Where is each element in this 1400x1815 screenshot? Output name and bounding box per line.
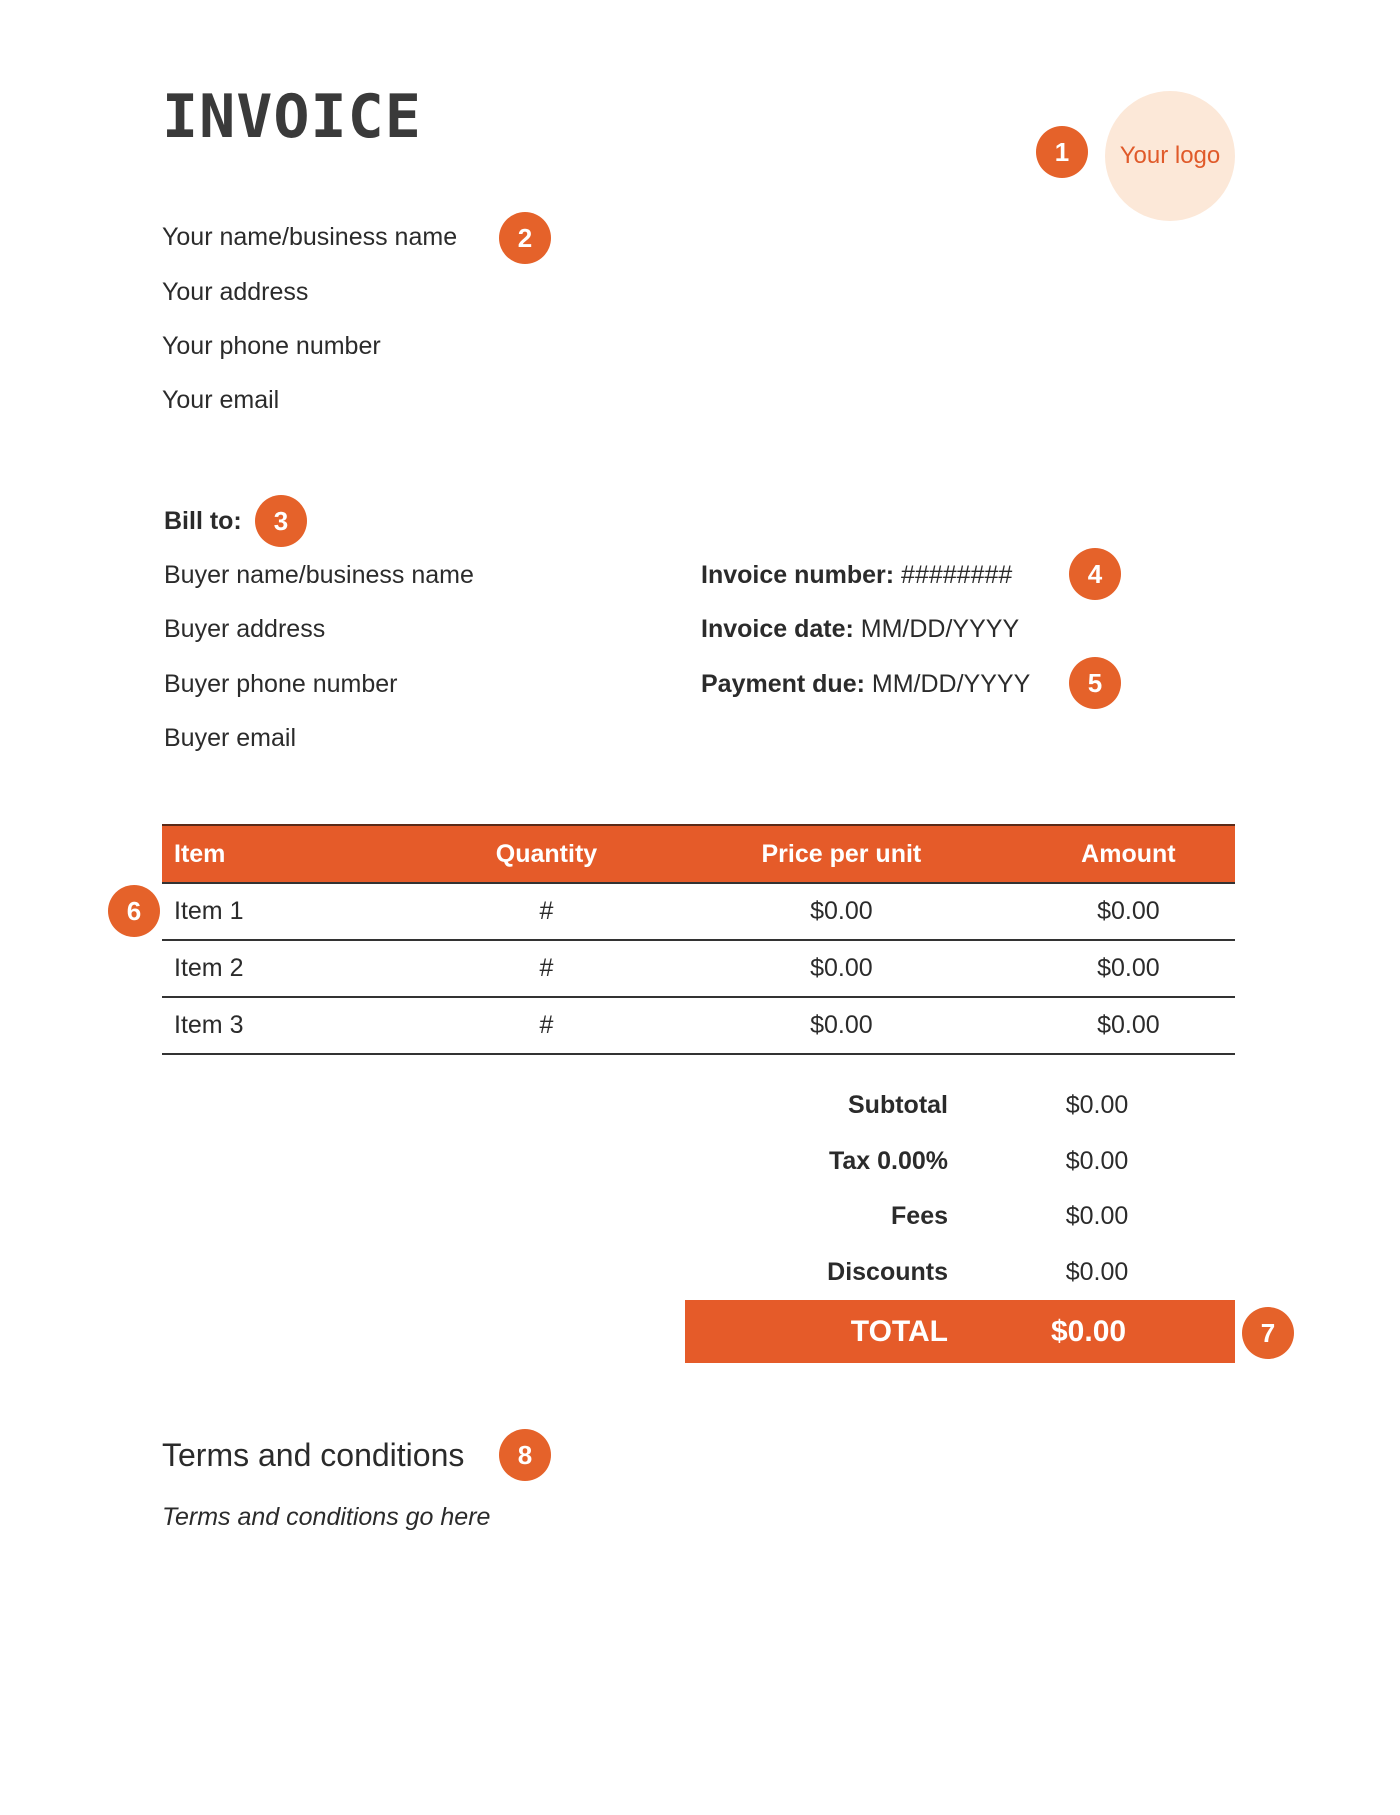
marker-badge-7: 7 <box>1242 1307 1294 1359</box>
logo-placeholder[interactable]: Your logo <box>1105 91 1235 221</box>
item-amount: $0.00 <box>1022 883 1235 940</box>
invoice-number-label: Invoice number: <box>701 561 895 589</box>
table-row <box>162 940 1235 997</box>
invoice-date <box>701 614 1019 644</box>
sender-phone: Your phone number <box>162 332 381 360</box>
item-amount: $0.00 <box>1022 940 1235 997</box>
invoice-date-value: MM/DD/YYYY <box>860 615 1020 643</box>
buyer-email: Buyer email <box>164 724 296 752</box>
header-quantity: Quantity <box>432 825 661 883</box>
invoice-number-value: ######## <box>901 561 1013 589</box>
item-quantity: # <box>432 940 661 997</box>
terms-text: Terms and conditions go here <box>162 1503 491 1531</box>
discounts-label: Discounts <box>827 1258 948 1286</box>
subtotal-label: Subtotal <box>848 1091 948 1119</box>
header-amount: Amount <box>1022 825 1235 883</box>
total-label: TOTAL <box>850 1315 948 1348</box>
payment-due-value: MM/DD/YYYY <box>871 670 1031 698</box>
sender-address: Your address <box>162 278 309 306</box>
fees-value: $0.00 <box>1065 1202 1129 1230</box>
item-quantity: # <box>432 997 661 1054</box>
item-amount: $0.00 <box>1022 997 1235 1054</box>
header-item: Item <box>162 825 432 883</box>
total-bar <box>685 1300 1235 1363</box>
item-quantity: # <box>432 883 661 940</box>
item-name: Item 1 <box>162 883 432 940</box>
sender-name: Your name/business name <box>162 223 458 251</box>
invoice-date-label: Invoice date: <box>701 615 854 643</box>
item-name: Item 3 <box>162 997 432 1054</box>
item-price: $0.00 <box>661 883 1022 940</box>
tax-label: Tax 0.00% <box>828 1147 948 1175</box>
subtotal-value: $0.00 <box>1065 1091 1129 1119</box>
discounts-value: $0.00 <box>1065 1258 1129 1286</box>
fees-label: Fees <box>891 1202 948 1230</box>
terms-heading: Terms and conditions <box>162 1437 465 1473</box>
header-price: Price per unit <box>661 825 1022 883</box>
marker-badge-2: 2 <box>499 212 551 264</box>
buyer-name: Buyer name/business name <box>164 561 474 589</box>
item-name: Item 2 <box>162 940 432 997</box>
invoice-title: INVOICE <box>162 82 422 152</box>
table-row <box>162 997 1235 1054</box>
tax-value: $0.00 <box>1065 1147 1129 1175</box>
marker-badge-3: 3 <box>255 495 307 547</box>
sender-email: Your email <box>162 386 280 414</box>
marker-badge-5: 5 <box>1069 657 1121 709</box>
item-price: $0.00 <box>661 940 1022 997</box>
table-row <box>162 883 1235 940</box>
marker-badge-8: 8 <box>499 1429 551 1481</box>
items-table <box>162 824 1235 1055</box>
total-value: $0.00 <box>1051 1315 1127 1348</box>
marker-badge-1: 1 <box>1036 126 1088 178</box>
buyer-phone: Buyer phone number <box>164 670 398 698</box>
item-price: $0.00 <box>661 997 1022 1054</box>
invoice-number <box>701 560 1012 590</box>
marker-badge-4: 4 <box>1069 548 1121 600</box>
marker-badge-6: 6 <box>108 885 160 937</box>
buyer-address: Buyer address <box>164 615 326 643</box>
payment-due-label: Payment due: <box>701 670 865 698</box>
table-header-row <box>162 825 1235 883</box>
payment-due <box>701 669 1030 699</box>
bill-to-label: Bill to: <box>164 507 242 535</box>
